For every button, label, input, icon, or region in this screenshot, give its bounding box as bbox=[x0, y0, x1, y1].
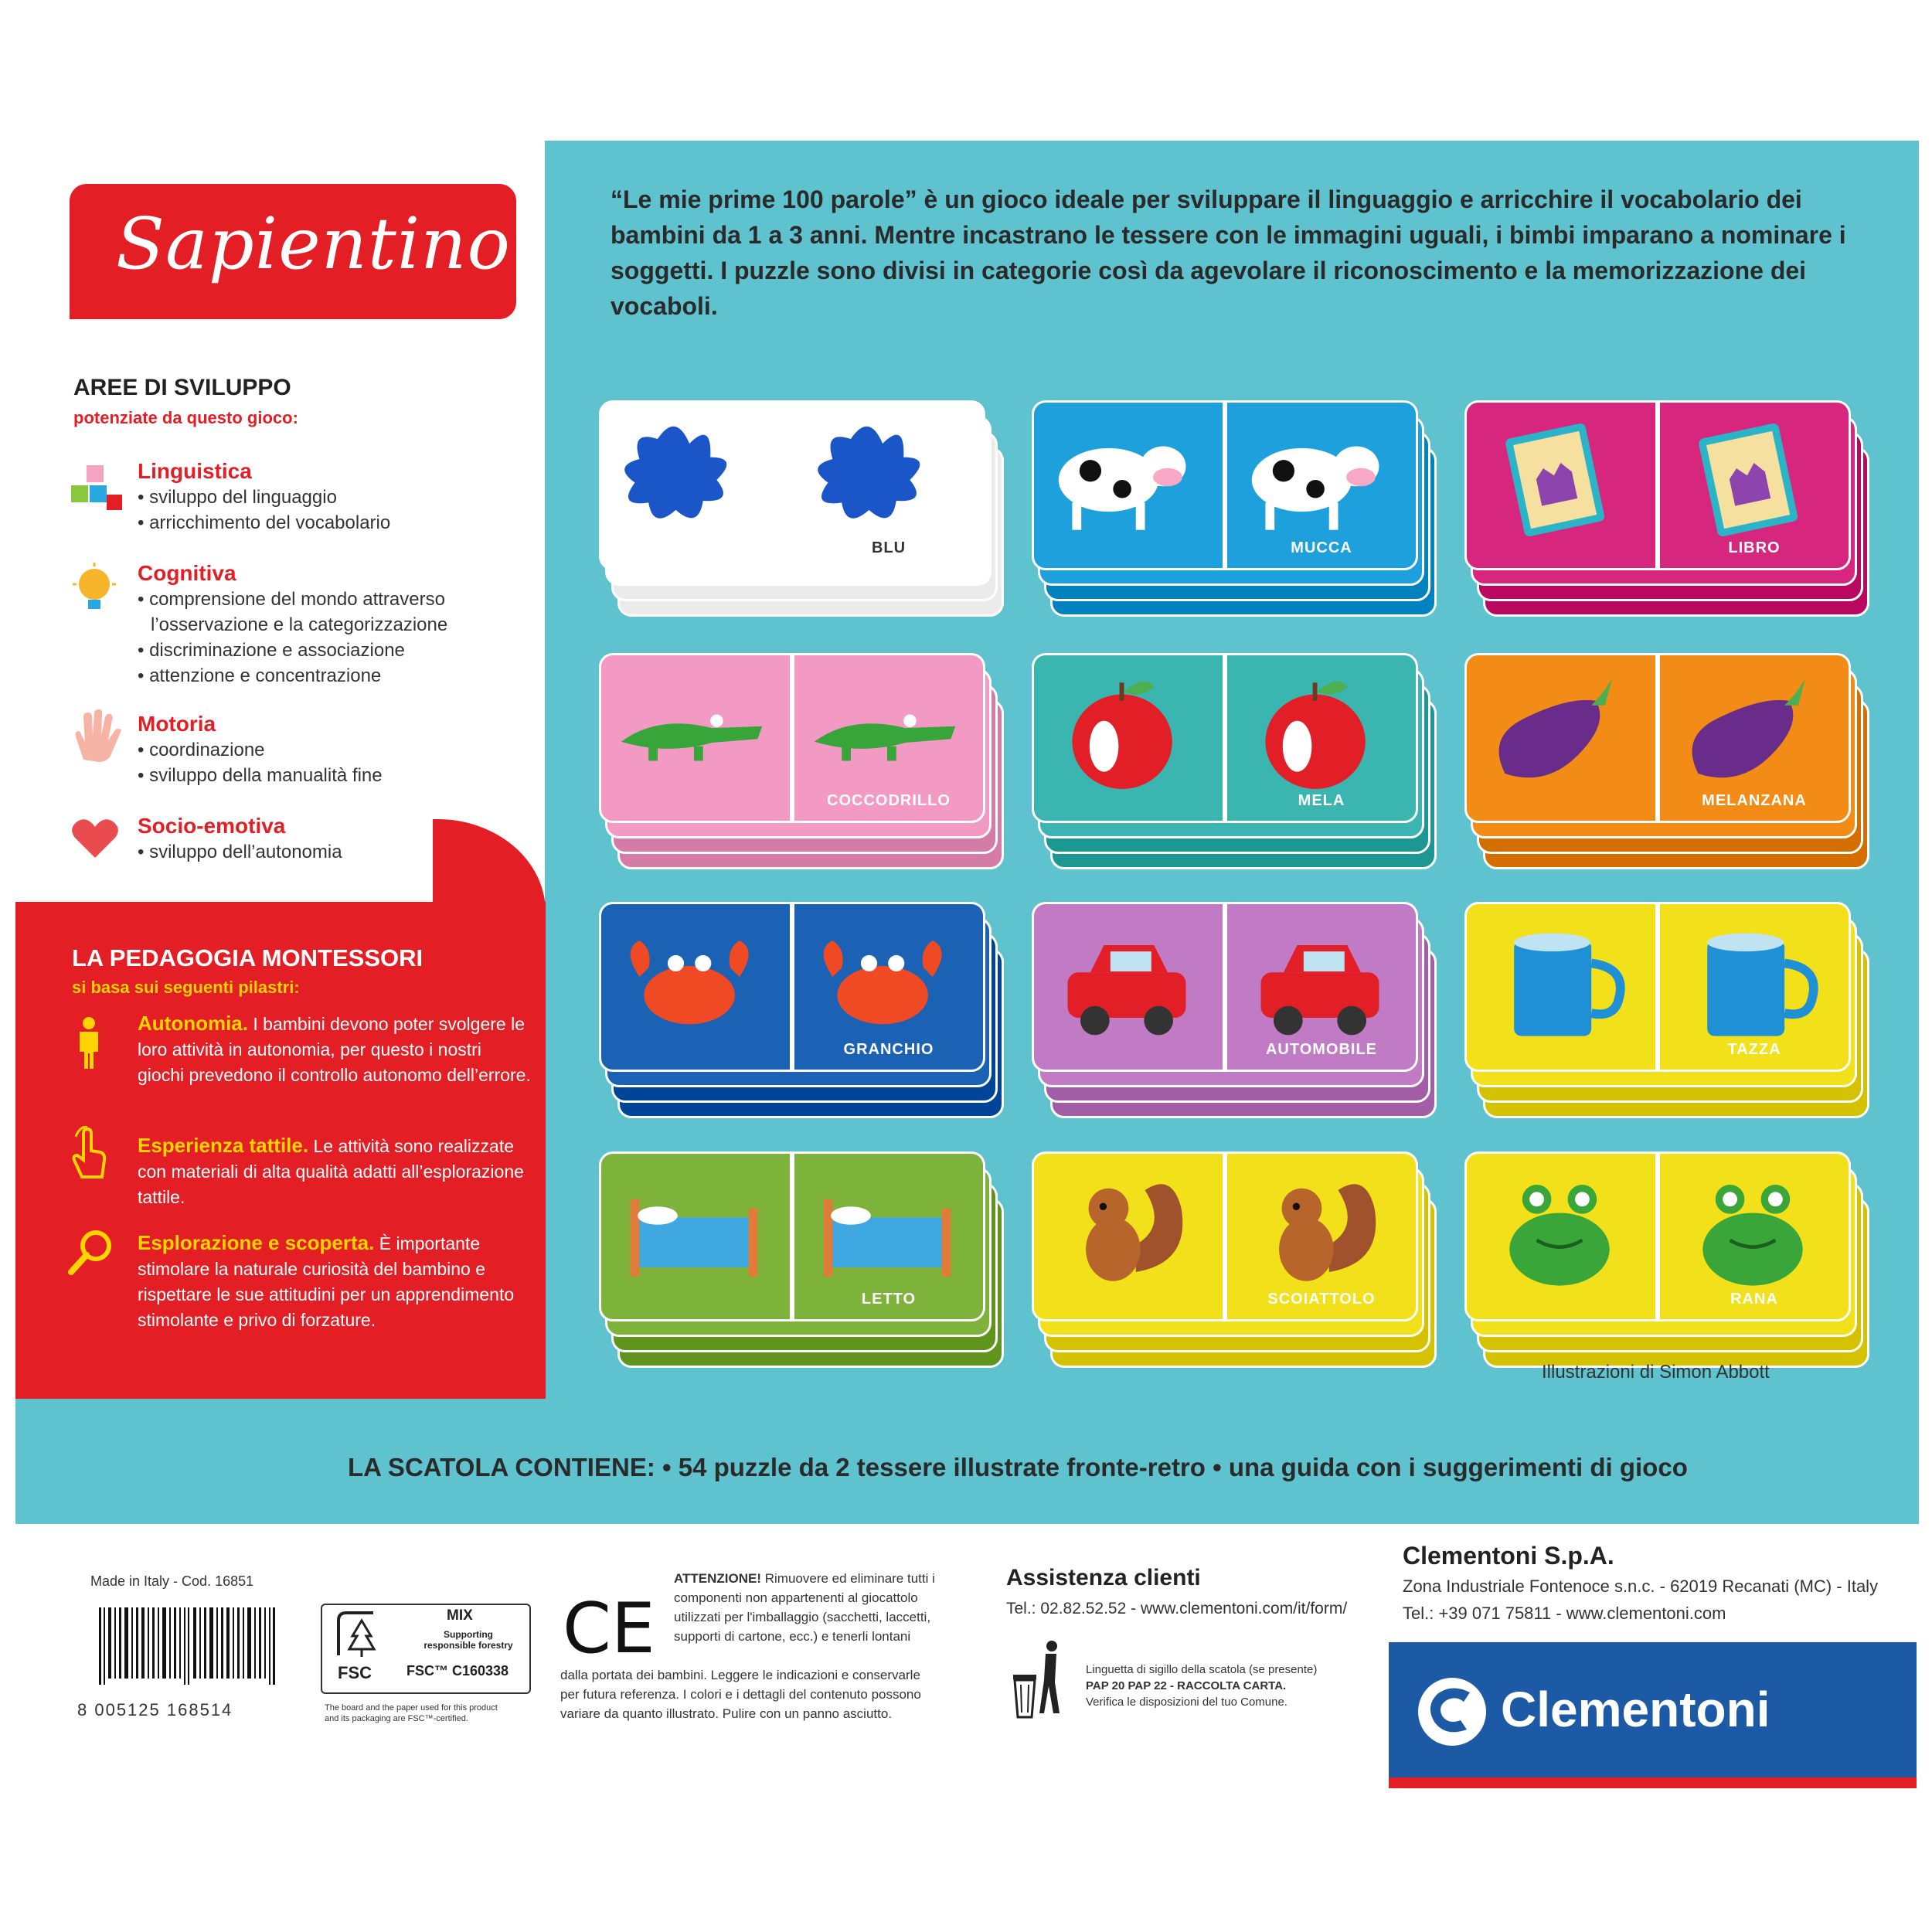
recycle-line: Verifica le disposizioni del tuo Comune. bbox=[1086, 1696, 1287, 1709]
blu-icon bbox=[794, 403, 980, 557]
card-word: MELANZANA bbox=[1702, 792, 1807, 809]
melanzana-icon bbox=[1467, 655, 1652, 810]
puzzle-piece-left[interactable] bbox=[1464, 902, 1658, 1072]
puzzle-piece-left[interactable] bbox=[1464, 400, 1658, 570]
development-title: AREE DI SVILUPPO bbox=[73, 375, 291, 400]
warning-line: Rimuovere ed eliminare tutti i bbox=[761, 1571, 935, 1586]
ce-mark: CE bbox=[563, 1588, 655, 1669]
fsc-line: Supporting bbox=[444, 1629, 493, 1640]
card-word: BLU bbox=[871, 539, 906, 556]
touch-icon bbox=[70, 1126, 108, 1180]
puzzle-card-stack bbox=[599, 902, 993, 1111]
recycle-line: Linguetta di sigillo della scatola (se presente) bbox=[1086, 1663, 1318, 1676]
letto-icon bbox=[794, 1154, 980, 1308]
company-name: Clementoni S.p.A. bbox=[1403, 1542, 1614, 1570]
company-contact: Tel.: +39 071 75811 - www.clementoni.com bbox=[1403, 1604, 1726, 1623]
pillar-lead: Autonomia. bbox=[138, 1012, 248, 1035]
fsc-code: FSC™ C160338 bbox=[406, 1663, 509, 1679]
pillar-text: Le attività sono realizzate con materiali di alta qualità adatti all’esplorazione tattile. bbox=[138, 1136, 524, 1207]
area-name-cognitiva: Cognitiva bbox=[138, 561, 236, 585]
area-name-linguistica: Linguistica bbox=[138, 459, 252, 483]
puzzle-card-stack bbox=[1032, 902, 1426, 1111]
fsc-note bbox=[325, 1702, 498, 1724]
card-word: LIBRO bbox=[1728, 539, 1781, 556]
puzzle-card-stack bbox=[1032, 400, 1426, 609]
area-line: l’osservazione e la categorizzazione bbox=[151, 614, 448, 635]
company-address: Zona Industriale Fontenoce s.n.c. - 62019 Recanati (MC) - Italy bbox=[1403, 1577, 1879, 1596]
coccodrillo-icon bbox=[794, 655, 980, 810]
granchio-icon bbox=[601, 904, 787, 1059]
card-word: AUTOMOBILE bbox=[1265, 1041, 1378, 1058]
puzzle-card-stack bbox=[599, 653, 993, 862]
tazza-icon bbox=[1467, 904, 1652, 1059]
puzzle-piece-left[interactable] bbox=[1032, 902, 1225, 1072]
card-word: RANA bbox=[1730, 1291, 1778, 1308]
clementoni-logo: Clementoni bbox=[1501, 1682, 1770, 1737]
area-line: • coordinazione bbox=[138, 740, 265, 760]
scoiattolo-icon bbox=[1227, 1154, 1413, 1308]
warning-line: variare da quanto illustrato. Pulire con un panno asciutto. bbox=[560, 1706, 893, 1721]
mela-icon bbox=[1227, 655, 1413, 810]
libro-icon bbox=[1660, 403, 1845, 557]
rana-icon bbox=[1467, 1154, 1652, 1308]
area-line: • comprensione del mondo attraverso bbox=[138, 589, 445, 610]
puzzle-piece-left[interactable] bbox=[1464, 1151, 1658, 1321]
area-line: • sviluppo del linguaggio bbox=[138, 487, 337, 508]
fsc-supporting bbox=[414, 1629, 522, 1651]
puzzle-card-stack bbox=[1032, 653, 1426, 862]
warning-lead: ATTENZIONE! bbox=[674, 1571, 762, 1586]
pillar-lead: Esplorazione e scoperta. bbox=[138, 1231, 375, 1254]
puzzle-piece-left[interactable] bbox=[1464, 653, 1658, 823]
puzzle-card-stack bbox=[1032, 1151, 1426, 1360]
fsc-text: FSC bbox=[338, 1663, 372, 1682]
assistance-title: Assistenza clienti bbox=[1006, 1565, 1201, 1590]
area-line: • sviluppo dell’autonomia bbox=[138, 842, 342, 862]
puzzle-piece-left[interactable] bbox=[1032, 653, 1225, 823]
fsc-line: responsible forestry bbox=[423, 1640, 513, 1651]
assistance-contact: Tel.: 02.82.52.52 - www.clementoni.com/it/form/ bbox=[1006, 1600, 1348, 1617]
barcode-number: 8 005125 168514 bbox=[77, 1700, 233, 1719]
puzzle-piece-left[interactable] bbox=[599, 902, 792, 1072]
fsc-mix: MIX bbox=[447, 1607, 473, 1624]
automobile-icon bbox=[1034, 904, 1219, 1059]
granchio-icon bbox=[794, 904, 980, 1059]
mucca-icon bbox=[1227, 403, 1413, 557]
magnifier-icon bbox=[68, 1229, 114, 1275]
area-line: • sviluppo della manualità fine bbox=[138, 765, 383, 786]
blu-icon bbox=[601, 403, 787, 557]
puzzle-card-stack bbox=[1464, 653, 1859, 862]
recycle-bin-icon bbox=[1009, 1640, 1066, 1721]
scoiattolo-icon bbox=[1034, 1154, 1219, 1308]
box-contents: LA SCATOLA CONTIENE: • 54 puzzle da 2 tessere illustrate fronte-retro • una guida con i suggerimenti di gioco bbox=[348, 1453, 1688, 1481]
montessori-pillar-esperienza-tattile bbox=[138, 1133, 532, 1210]
heart-icon bbox=[71, 818, 119, 860]
libro-icon bbox=[1467, 403, 1652, 557]
area-line: • discriminazione e associazione bbox=[138, 640, 405, 661]
pillar-text: I bambini devono poter svolgere le loro attività in autonomia, per questo i nostri giochi prevedono il controllo autonomo dell’errore. bbox=[138, 1014, 531, 1085]
fsc-tree-icon bbox=[331, 1609, 393, 1663]
area-name-motoria: Motoria bbox=[138, 712, 216, 736]
card-word: TAZZA bbox=[1727, 1041, 1781, 1058]
automobile-icon bbox=[1227, 904, 1413, 1059]
clementoni-red-stripe bbox=[1389, 1777, 1917, 1788]
mucca-icon bbox=[1034, 403, 1219, 557]
recycling-info bbox=[1086, 1662, 1317, 1710]
card-word: LETTO bbox=[861, 1291, 917, 1308]
card-word: SCOIATTOLO bbox=[1267, 1291, 1376, 1308]
puzzle-card-stack bbox=[1464, 400, 1859, 609]
card-word: COCCODRILLO bbox=[827, 792, 951, 809]
warning-line: utilizzati per l'imballaggio (sacchetti, laccetti, bbox=[674, 1610, 931, 1624]
warning-line: supporti di cartone, ecc.) e tenerli lontani bbox=[674, 1629, 911, 1644]
made-in-italy: Made in Italy - Cod. 16851 bbox=[90, 1573, 254, 1589]
hand-icon bbox=[68, 709, 124, 764]
fsc-note-line: The board and the paper used for this product bbox=[325, 1703, 498, 1713]
montessori-pillar-esplorazione bbox=[138, 1230, 532, 1333]
montessori-pillar-autonomia bbox=[138, 1011, 532, 1088]
pillar-lead: Esperienza tattile. bbox=[138, 1134, 309, 1157]
puzzle-card-stack bbox=[1464, 902, 1859, 1111]
melanzana-icon bbox=[1660, 655, 1845, 810]
puzzle-piece-left[interactable] bbox=[599, 653, 792, 823]
abc-blocks-icon bbox=[70, 464, 124, 514]
puzzle-card-stack bbox=[1464, 1151, 1859, 1360]
warning-line: per futura referenza. I colori e i dettagli del contenuto possono bbox=[560, 1687, 921, 1702]
puzzle-piece-left[interactable] bbox=[599, 1151, 792, 1321]
lightbulb-icon bbox=[71, 563, 119, 617]
warning-text bbox=[674, 1569, 983, 1646]
puzzle-piece-left[interactable] bbox=[599, 400, 792, 570]
warning-line: componenti non appartenenti al giocattolo bbox=[674, 1590, 918, 1605]
fsc-note-line: and its packaging are FSC™-certified. bbox=[325, 1714, 468, 1723]
card-word: MELA bbox=[1298, 792, 1345, 809]
warning-text-continued bbox=[560, 1665, 993, 1723]
barcode-icon bbox=[93, 1607, 282, 1700]
warning-line: dalla portata dei bambini. Leggere le indicazioni e conservarle bbox=[560, 1668, 920, 1682]
puzzle-card-stack bbox=[599, 1151, 993, 1360]
rana-icon bbox=[1660, 1154, 1845, 1308]
pillar-text: È importante stimolare la naturale curiosità del bambino e rispettare le sue attitudini per un apprendimento stimolante e privo di forzature. bbox=[138, 1233, 515, 1330]
mela-icon bbox=[1034, 655, 1219, 810]
recycle-line: PAP 20 PAP 22 - RACCOLTA CARTA. bbox=[1086, 1679, 1287, 1692]
area-line: • arricchimento del vocabolario bbox=[138, 512, 391, 533]
puzzle-piece-left[interactable] bbox=[1032, 400, 1225, 570]
card-word: GRANCHIO bbox=[843, 1041, 934, 1058]
montessori-title: LA PEDAGOGIA MONTESSORI bbox=[72, 944, 423, 971]
tazza-icon bbox=[1660, 904, 1845, 1059]
clementoni-logo-icon bbox=[1416, 1675, 1488, 1748]
card-word: MUCCA bbox=[1291, 539, 1352, 556]
montessori-subtitle: si basa sui seguenti pilastri: bbox=[72, 978, 300, 997]
puzzle-card-stack bbox=[599, 400, 993, 609]
puzzle-piece-left[interactable] bbox=[1032, 1151, 1225, 1321]
sapientino-logo: Sapientino bbox=[116, 202, 511, 285]
person-icon bbox=[73, 1016, 104, 1070]
development-subtitle: potenziate da questo gioco: bbox=[73, 408, 298, 427]
letto-icon bbox=[601, 1154, 787, 1308]
illustration-credit: Illustrazioni di Simon Abbott bbox=[1542, 1362, 1770, 1383]
area-name-socio-emotiva: Socio-emotiva bbox=[138, 814, 286, 838]
coccodrillo-icon bbox=[601, 655, 787, 810]
intro-paragraph: “Le mie prime 100 parole” è un gioco ideale per sviluppare il linguaggio e arricchire il vocabolario dei bambini da 1 a 3 anni. Mentre incastrano le tessere con le immagini uguali, i bimbi imparano a nominare i soggetti. I puzzle sono divisi in categorie così da agevolare il riconoscimento e la memorizzazione dei vocaboli. bbox=[611, 185, 1846, 320]
area-line: • attenzione e concentrazione bbox=[138, 665, 382, 686]
